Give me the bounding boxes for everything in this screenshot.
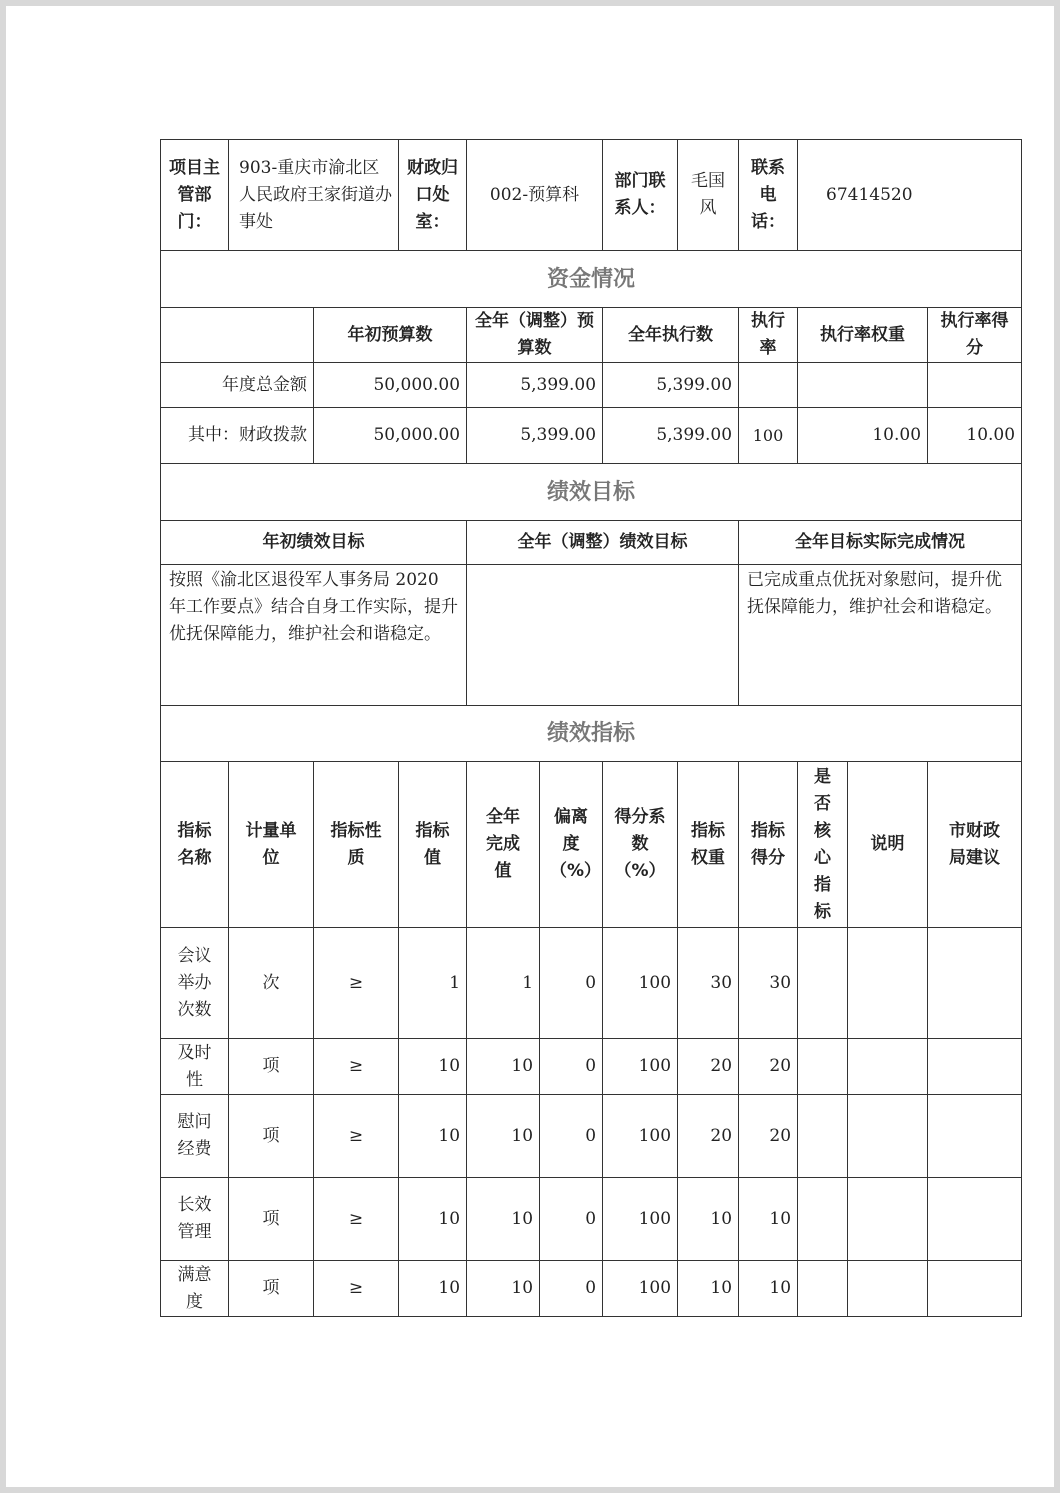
indicator-row bbox=[161, 928, 1022, 1039]
ind-weight: 30 bbox=[678, 928, 739, 1039]
fin-label: 财政归口处室： bbox=[399, 140, 467, 251]
funding-section-title: 资金情况 bbox=[161, 251, 1022, 308]
funding-header-row bbox=[161, 308, 1022, 363]
ind-value: 10 bbox=[399, 1178, 467, 1261]
indicators-section-title: 绩效指标 bbox=[161, 706, 1022, 762]
header-row bbox=[161, 140, 1022, 251]
funding-adjusted: 5,399.00 bbox=[467, 363, 603, 408]
funding-row-label: 其中：财政拨款 bbox=[161, 408, 314, 464]
ind-unit: 项 bbox=[229, 1178, 314, 1261]
ind-dev: 0 bbox=[540, 1095, 603, 1178]
goals-content-row bbox=[161, 565, 1022, 706]
funding-rate: 100 bbox=[739, 408, 798, 464]
ind-advice bbox=[928, 1178, 1022, 1261]
funding-weight: 10.00 bbox=[798, 408, 928, 464]
ind-weight: 10 bbox=[678, 1178, 739, 1261]
ind-col-note: 说明 bbox=[848, 762, 928, 928]
ind-coef: 100 bbox=[603, 1261, 678, 1317]
funding-executed: 5,399.00 bbox=[603, 408, 739, 464]
funding-header-blank bbox=[161, 308, 314, 363]
ind-done: 10 bbox=[467, 1095, 540, 1178]
ind-name: 满意度 bbox=[161, 1261, 229, 1317]
ind-done: 10 bbox=[467, 1039, 540, 1095]
ind-col-unit: 计量单位 bbox=[229, 762, 314, 928]
funding-adjusted: 5,399.00 bbox=[467, 408, 603, 464]
ind-nature: ≥ bbox=[314, 1095, 399, 1178]
dept-value: 903-重庆市渝北区人民政府王家街道办事处 bbox=[229, 140, 399, 251]
ind-core bbox=[798, 1261, 848, 1317]
indicators-header-row bbox=[161, 762, 1022, 928]
ind-dev: 0 bbox=[540, 1039, 603, 1095]
ind-advice bbox=[928, 1095, 1022, 1178]
ind-col-core: 是否核心指标 bbox=[798, 762, 848, 928]
ind-note bbox=[848, 928, 928, 1039]
ind-col-name: 指标名称 bbox=[161, 762, 229, 928]
ind-nature: ≥ bbox=[314, 1261, 399, 1317]
ind-done: 1 bbox=[467, 928, 540, 1039]
goals-actual-text: 已完成重点优抚对象慰问，提升优抚保障能力，维护社会和谐稳定。 bbox=[739, 565, 1022, 706]
contact-label: 部门联系人： bbox=[603, 140, 678, 251]
ind-name: 长效管理 bbox=[161, 1178, 229, 1261]
ind-col-nature: 指标性质 bbox=[314, 762, 399, 928]
funding-row bbox=[161, 363, 1022, 408]
ind-col-weight: 指标权重 bbox=[678, 762, 739, 928]
contact-value: 毛国风 bbox=[678, 140, 739, 251]
ind-core bbox=[798, 1178, 848, 1261]
ind-advice bbox=[928, 1261, 1022, 1317]
ind-value: 10 bbox=[399, 1095, 467, 1178]
ind-weight: 20 bbox=[678, 1095, 739, 1178]
goals-col-initial: 年初绩效目标 bbox=[161, 521, 467, 565]
funding-initial: 50,000.00 bbox=[314, 408, 467, 464]
funding-col-score: 执行率得分 bbox=[928, 308, 1022, 363]
goals-col-adjusted: 全年（调整）绩效目标 bbox=[467, 521, 739, 565]
ind-unit: 次 bbox=[229, 928, 314, 1039]
ind-weight: 10 bbox=[678, 1261, 739, 1317]
ind-score: 10 bbox=[739, 1261, 798, 1317]
funding-col-initial: 年初预算数 bbox=[314, 308, 467, 363]
goals-adjusted-text bbox=[467, 565, 739, 706]
ind-col-value: 指标值 bbox=[399, 762, 467, 928]
ind-core bbox=[798, 928, 848, 1039]
funding-col-executed: 全年执行数 bbox=[603, 308, 739, 363]
indicator-row bbox=[161, 1178, 1022, 1261]
ind-done: 10 bbox=[467, 1178, 540, 1261]
ind-nature: ≥ bbox=[314, 928, 399, 1039]
ind-col-score: 指标得分 bbox=[739, 762, 798, 928]
ind-col-done: 全年完成值 bbox=[467, 762, 540, 928]
ind-col-advice: 市财政局建议 bbox=[928, 762, 1022, 928]
goals-section-title: 绩效目标 bbox=[161, 464, 1022, 521]
funding-col-weight: 执行率权重 bbox=[798, 308, 928, 363]
funding-weight bbox=[798, 363, 928, 408]
funding-executed: 5,399.00 bbox=[603, 363, 739, 408]
funding-row bbox=[161, 408, 1022, 464]
indicator-row bbox=[161, 1095, 1022, 1178]
ind-unit: 项 bbox=[229, 1039, 314, 1095]
goals-initial-text: 按照《渝北区退役军人事务局 2020 年工作要点》结合自身工作实际，提升优抚保障能力，维护社会和谐稳定。 bbox=[161, 565, 467, 706]
ind-score: 30 bbox=[739, 928, 798, 1039]
funding-row-label: 年度总金额 bbox=[161, 363, 314, 408]
ind-coef: 100 bbox=[603, 1039, 678, 1095]
ind-advice bbox=[928, 1039, 1022, 1095]
goals-title-row bbox=[161, 464, 1022, 521]
ind-coef: 100 bbox=[603, 928, 678, 1039]
indicators-title-row bbox=[161, 706, 1022, 762]
funding-score: 10.00 bbox=[928, 408, 1022, 464]
fin-value: 002-预算科 bbox=[467, 140, 603, 251]
ind-done: 10 bbox=[467, 1261, 540, 1317]
ind-dev: 0 bbox=[540, 1261, 603, 1317]
ind-dev: 0 bbox=[540, 1178, 603, 1261]
ind-core bbox=[798, 1095, 848, 1178]
ind-score: 20 bbox=[739, 1095, 798, 1178]
ind-note bbox=[848, 1261, 928, 1317]
funding-initial: 50,000.00 bbox=[314, 363, 467, 408]
ind-nature: ≥ bbox=[314, 1039, 399, 1095]
ind-score: 20 bbox=[739, 1039, 798, 1095]
ind-unit: 项 bbox=[229, 1095, 314, 1178]
ind-coef: 100 bbox=[603, 1095, 678, 1178]
funding-rate bbox=[739, 363, 798, 408]
funding-col-adjusted: 全年（调整）预算数 bbox=[467, 308, 603, 363]
ind-note bbox=[848, 1178, 928, 1261]
ind-value: 10 bbox=[399, 1039, 467, 1095]
funding-title-row bbox=[161, 251, 1022, 308]
ind-name: 慰问经费 bbox=[161, 1095, 229, 1178]
ind-nature: ≥ bbox=[314, 1178, 399, 1261]
goals-col-actual: 全年目标实际完成情况 bbox=[739, 521, 1022, 565]
ind-advice bbox=[928, 928, 1022, 1039]
ind-core bbox=[798, 1039, 848, 1095]
ind-col-dev: 偏离度（%） bbox=[540, 762, 603, 928]
phone-label: 联系电话： bbox=[739, 140, 798, 251]
ind-dev: 0 bbox=[540, 928, 603, 1039]
funding-score bbox=[928, 363, 1022, 408]
ind-value: 10 bbox=[399, 1261, 467, 1317]
ind-coef: 100 bbox=[603, 1178, 678, 1261]
ind-name: 会议举办次数 bbox=[161, 928, 229, 1039]
performance-table bbox=[160, 139, 1022, 1317]
phone-value: 67414520 bbox=[798, 140, 1022, 251]
ind-col-coef: 得分系数（%） bbox=[603, 762, 678, 928]
ind-note bbox=[848, 1095, 928, 1178]
ind-score: 10 bbox=[739, 1178, 798, 1261]
goals-header-row bbox=[161, 521, 1022, 565]
ind-unit: 项 bbox=[229, 1261, 314, 1317]
funding-col-rate: 执行率 bbox=[739, 308, 798, 363]
indicator-row bbox=[161, 1039, 1022, 1095]
ind-weight: 20 bbox=[678, 1039, 739, 1095]
ind-note bbox=[848, 1039, 928, 1095]
dept-label: 项目主管部门： bbox=[161, 140, 229, 251]
indicator-row bbox=[161, 1261, 1022, 1317]
ind-name: 及时性 bbox=[161, 1039, 229, 1095]
ind-value: 1 bbox=[399, 928, 467, 1039]
